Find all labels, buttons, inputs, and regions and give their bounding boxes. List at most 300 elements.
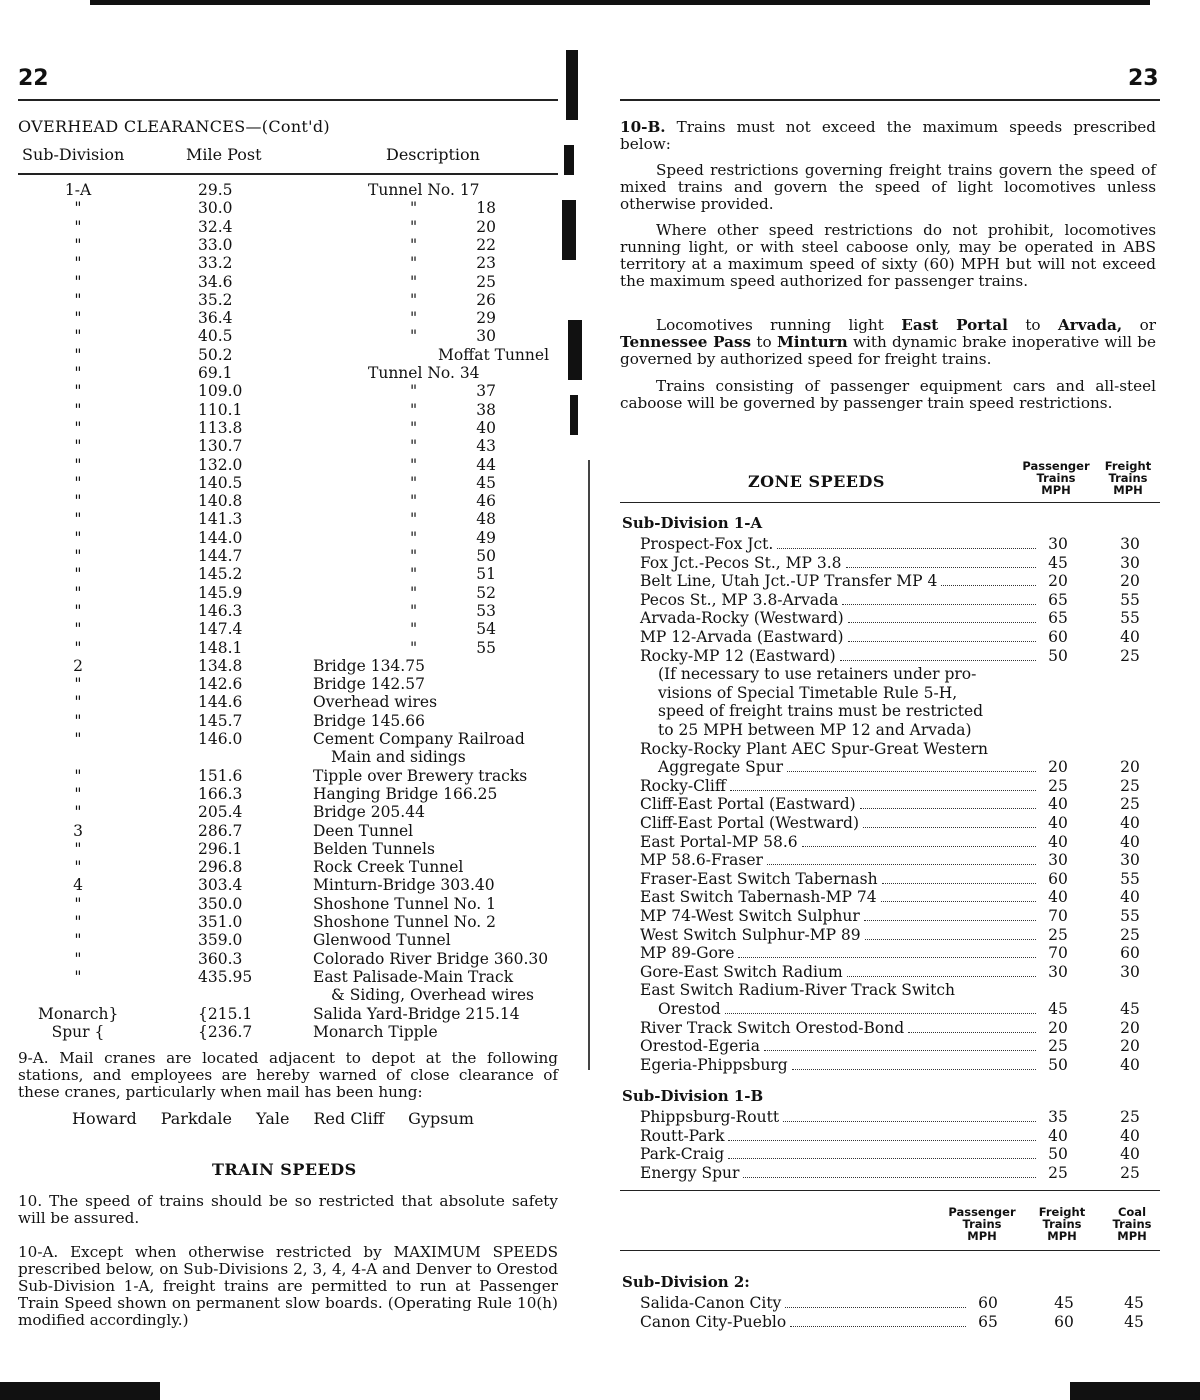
- description-cell: Colorado River Bridge 360.30: [313, 949, 549, 968]
- description-cell: Monarch Tipple: [313, 1022, 438, 1041]
- speed-row: [640, 740, 1160, 758]
- header-rule: [18, 99, 558, 101]
- freight-speed: 25: [1120, 795, 1140, 814]
- sub-division-cell: ": [74, 382, 82, 401]
- description-cell: " 25: [410, 272, 496, 291]
- sub-division-cell: ": [74, 913, 82, 931]
- passenger-speed: 40: [1048, 795, 1068, 814]
- passenger-speed: 60: [978, 1294, 998, 1312]
- freight-speed: 40: [1120, 1055, 1140, 1074]
- description-cell: Minturn-Bridge 303.40: [313, 876, 495, 895]
- sub-division-cell: Monarch}: [38, 1004, 119, 1023]
- passenger-speed: 65: [1048, 609, 1068, 628]
- description-cell: & Siding, Overhead wires: [331, 986, 534, 1005]
- passenger-speed: 70: [1048, 907, 1068, 925]
- table-row: [18, 474, 578, 492]
- sub-division-cell: ": [74, 839, 82, 858]
- description-cell: Tipple over Brewery tracks: [313, 766, 528, 785]
- mile-post-cell: 50.2: [198, 345, 233, 364]
- zone-label: Energy Spur: [640, 1163, 740, 1182]
- zone-label: MP 89-Gore: [640, 944, 735, 963]
- sub-division-1b-label: Sub-Division 1-B: [622, 1087, 764, 1105]
- station-name: Yale: [256, 1109, 290, 1128]
- zone-label: Orestod-Egeria: [640, 1037, 760, 1056]
- freight-speed: 40: [1120, 832, 1140, 851]
- freight-speed: 20: [1120, 1018, 1140, 1037]
- zone-label: Rocky-Rocky Plant AEC Spur-Great Western: [640, 739, 989, 758]
- description-cell: Overhead wires: [313, 693, 438, 712]
- description-cell: " 20: [410, 217, 496, 236]
- paragraph-9a: 9-A. Mail cranes are located adjacent to depot at the following stations, and employees are hereby warned of close clearance of these cranes, particularly when mail has been hung:: [18, 1049, 558, 1101]
- freight-speed: 25: [1120, 646, 1140, 665]
- mile-post-cell: 296.8: [198, 858, 243, 877]
- zone-label: Prospect-Fox Jct.: [640, 535, 774, 553]
- passenger-speed: 60: [1048, 869, 1068, 888]
- station-name: Howard: [72, 1109, 137, 1128]
- sub-division-cell: ": [74, 858, 82, 877]
- page-gutter-line: [588, 460, 590, 1070]
- speed-row: [640, 1145, 1160, 1163]
- sub-division-cell: ": [74, 528, 82, 547]
- freight-speed: 55: [1120, 609, 1140, 628]
- description-cell: Hanging Bridge 166.25: [313, 784, 498, 803]
- section-title: OVERHEAD CLEARANCES—(Cont'd): [18, 117, 330, 136]
- speed-row: [640, 721, 1160, 739]
- freight-speed: 30: [1120, 962, 1140, 981]
- description-cell: " 52: [410, 583, 496, 602]
- sub-division-cell: ": [74, 894, 82, 913]
- speed-row: [640, 963, 1160, 981]
- table-header-rule: [18, 173, 558, 175]
- description-cell: Tunnel No. 17: [368, 181, 480, 199]
- mile-post-cell: 36.4: [198, 309, 233, 328]
- speed-row: [640, 758, 1160, 776]
- table-row: [18, 712, 578, 730]
- description-cell: " 54: [410, 620, 496, 639]
- description-cell: " 43: [410, 437, 496, 456]
- mile-post-cell: 303.4: [198, 876, 243, 895]
- zone-label: (If necessary to use retainers under pro-: [658, 665, 977, 684]
- freight-speed: 40: [1120, 1126, 1140, 1145]
- mile-post-cell: 109.0: [198, 382, 243, 401]
- zone-label: Aggregate Spur: [658, 758, 784, 777]
- mile-post-cell: 145.2: [198, 565, 243, 584]
- zone-label: to 25 MPH between MP 12 and Arvada): [658, 721, 972, 739]
- table-row: [18, 529, 578, 547]
- zone-label: Routt-Park: [640, 1126, 725, 1145]
- table-row: [18, 876, 578, 894]
- description-cell: " 44: [410, 455, 496, 474]
- freight-speed: 55: [1120, 869, 1140, 888]
- dot-leader: [738, 944, 1036, 958]
- description-cell: " 46: [410, 492, 496, 511]
- dot-leader: [787, 758, 1036, 772]
- description-cell: " 37: [410, 382, 496, 401]
- description-cell: " 48: [410, 510, 496, 529]
- table-row: [18, 968, 578, 986]
- freight-speed: 40: [1120, 888, 1140, 907]
- dot-leader: [848, 628, 1036, 642]
- sub-division-cell: Spur {: [51, 1022, 105, 1041]
- mile-post-cell: 145.9: [198, 583, 243, 602]
- text-part: to: [1007, 316, 1058, 334]
- zone-speeds-title: ZONE SPEEDS: [748, 472, 885, 491]
- freight-speed: 60: [1054, 1312, 1074, 1331]
- dot-leader: [860, 795, 1036, 809]
- station-name: Red Cliff: [313, 1109, 385, 1128]
- passenger-speed: 40: [1048, 1126, 1068, 1145]
- table-row: [18, 273, 578, 291]
- zone-label: Cliff-East Portal (Eastward): [640, 795, 856, 814]
- mile-post-cell: 132.0: [198, 455, 243, 474]
- passenger-speed: 25: [1048, 925, 1068, 944]
- table-row: [18, 950, 578, 968]
- dot-leader: [764, 1037, 1036, 1051]
- dot-leader: [790, 1313, 966, 1327]
- sub-division-cell: ": [74, 565, 82, 584]
- zone-label: speed of freight trains must be restricted: [658, 702, 984, 721]
- table-row: [18, 327, 578, 345]
- description-cell: Shoshone Tunnel No. 2: [313, 913, 496, 931]
- table-row: [18, 657, 578, 675]
- speed-row: [640, 1294, 1160, 1312]
- mile-post-cell: 144.0: [198, 528, 243, 547]
- mile-post-cell: 134.8: [198, 656, 243, 675]
- place-minturn: Minturn: [776, 333, 848, 351]
- dot-leader: [847, 963, 1036, 977]
- sub-division-cell: ": [74, 620, 82, 639]
- speed-row: [640, 870, 1160, 888]
- zone-label: Fraser-East Switch Tabernash: [640, 869, 878, 888]
- dot-leader: [842, 591, 1036, 605]
- table-row: [18, 254, 578, 272]
- dot-leader: [882, 870, 1036, 884]
- description-cell: Shoshone Tunnel No. 1: [313, 894, 496, 913]
- mile-post-cell: 286.7: [198, 821, 243, 840]
- dot-leader: [728, 1127, 1036, 1141]
- table-row: [18, 1005, 578, 1023]
- sub-division-cell: ": [74, 601, 82, 620]
- mile-post-cell: 113.8: [198, 418, 243, 437]
- freight-speed: 40: [1120, 1145, 1140, 1164]
- sub-division-cell: ": [74, 931, 82, 950]
- passenger-speed: 50: [1048, 646, 1068, 665]
- mile-post-cell: 359.0: [198, 931, 243, 950]
- mile-post-cell: 140.5: [198, 473, 243, 492]
- table-row: [18, 218, 578, 236]
- zone-label: Orestod: [658, 1000, 721, 1018]
- zone-label: East Switch Tabernash-MP 74: [640, 888, 877, 907]
- freight-speed: 25: [1120, 1163, 1140, 1182]
- sub-division-cell: ": [74, 364, 82, 382]
- table-row: [18, 419, 578, 437]
- table-row: [18, 346, 578, 364]
- dot-leader: [783, 1108, 1036, 1122]
- mile-post-cell: 296.1: [198, 839, 243, 858]
- freight-speed: 20: [1120, 1037, 1140, 1056]
- passenger-speed: 50: [1048, 1145, 1068, 1164]
- table-row: [18, 693, 578, 711]
- mile-post-cell: 351.0: [198, 913, 243, 931]
- mile-post-cell: 147.4: [198, 620, 243, 639]
- mile-post-cell: 145.7: [198, 711, 243, 730]
- table-row: [18, 675, 578, 693]
- zone-label: MP 74-West Switch Sulphur: [640, 907, 860, 925]
- paragraph-10a: 10-A. Except when otherwise restricted by MAXIMUM SPEEDS prescribed below, on Sub-Divisions 2, 3, 4, 4-A and Denver to Orestod Sub-Division 1-A, freight trains are permitted to run at Passenger Train Speed shown on permanent slow boards. (Operating Rule 10(h) modified accordingly.): [18, 1243, 558, 1329]
- passenger-speed: 20: [1048, 758, 1068, 777]
- freight-speed: 25: [1120, 776, 1140, 795]
- table-row: [18, 895, 578, 913]
- table-row: [18, 986, 578, 1004]
- sub-division-cell: ": [74, 803, 82, 822]
- table-row: [18, 785, 578, 803]
- sub-division-cell: ": [74, 345, 82, 364]
- speed-row: [640, 1056, 1160, 1074]
- description-cell: East Palisade-Main Track: [313, 967, 514, 986]
- mile-post-cell: 166.3: [198, 784, 243, 803]
- mile-post-cell: {236.7: [198, 1022, 253, 1041]
- description-cell: Bridge 142.57: [313, 675, 425, 694]
- col-header-sub-division: Sub-Division: [22, 145, 125, 164]
- speed-row: [640, 888, 1160, 906]
- description-cell: " 55: [410, 638, 496, 657]
- description-cell: " 51: [410, 565, 496, 584]
- sub-division-cell: ": [74, 217, 82, 236]
- sub-division-cell: ": [74, 638, 82, 657]
- scan-bottom-border-left: [0, 1382, 160, 1400]
- mile-post-cell: 141.3: [198, 510, 243, 529]
- paragraph-10b-text: Trains must not exceed the maximum speeds prescribed below:: [620, 118, 1157, 153]
- mile-post-cell: 29.5: [198, 181, 233, 199]
- dot-leader: [864, 907, 1036, 921]
- description-cell: Bridge 145.66: [313, 711, 425, 730]
- zone-table-rule-2: [620, 1190, 1160, 1191]
- passenger-speed: 35: [1048, 1108, 1068, 1126]
- mile-post-cell: 32.4: [198, 217, 233, 236]
- speed-row: [640, 628, 1160, 646]
- sub-division-cell: 1-A: [64, 181, 92, 199]
- sub-division-cell: ": [74, 199, 82, 218]
- description-cell: Main and sidings: [331, 748, 466, 767]
- passenger-speed: 25: [1048, 1037, 1068, 1056]
- mile-post-cell: 146.3: [198, 601, 243, 620]
- zone-label: Egeria-Phippsburg: [640, 1055, 788, 1074]
- col-header-freight: Freight Trains MPH: [1104, 459, 1152, 497]
- table-row: [18, 858, 578, 876]
- sub-division-cell: ": [74, 711, 82, 730]
- passenger-speed: 65: [978, 1312, 998, 1331]
- table-row: [18, 748, 578, 766]
- text-part: or: [1122, 316, 1157, 334]
- scan-bottom-border-right: [1070, 1382, 1200, 1400]
- speed-row: [640, 684, 1160, 702]
- col-header-passenger-2: Passenger Trains MPH: [948, 1205, 1016, 1243]
- table-row: [18, 822, 578, 840]
- page-number: 23: [1128, 66, 1159, 91]
- train-speeds-title: TRAIN SPEEDS: [212, 1160, 357, 1179]
- mile-post-cell: 148.1: [198, 638, 243, 657]
- paragraph-10: 10. The speed of trains should be so restricted that absolute safety will be assured.: [18, 1192, 558, 1227]
- col-header-mile-post: Mile Post: [186, 145, 262, 164]
- sub-division-cell: ": [74, 766, 82, 785]
- sub-division-cell: ": [74, 400, 82, 419]
- table-row: [18, 309, 578, 327]
- zone-table-rule-3: [620, 1250, 1160, 1251]
- mile-post-cell: 30.0: [198, 199, 233, 218]
- sub-division-cell: ": [74, 949, 82, 968]
- speed-row: [640, 1019, 1160, 1037]
- description-cell: Moffat Tunnel: [438, 345, 550, 364]
- passenger-speed: 70: [1048, 944, 1068, 963]
- passenger-speed: 45: [1048, 553, 1068, 572]
- dot-leader: [777, 535, 1036, 549]
- table-row: [18, 913, 578, 931]
- sub-division-cell: ": [74, 290, 82, 309]
- paragraph-10b-label: 10-B.: [620, 118, 666, 136]
- freight-speed: 30: [1120, 851, 1140, 870]
- mail-crane-stations: [72, 1109, 474, 1128]
- description-cell: Tunnel No. 34: [368, 364, 480, 382]
- dot-leader: [767, 851, 1036, 865]
- table-row: [18, 492, 578, 510]
- description-cell: " 18: [410, 199, 496, 218]
- passenger-speed: 30: [1048, 535, 1068, 553]
- description-cell: " 40: [410, 418, 496, 437]
- table-row: [18, 620, 578, 638]
- dot-leader: [785, 1294, 966, 1308]
- zone-label: Park-Craig: [640, 1145, 725, 1164]
- table-row: [18, 456, 578, 474]
- table-row: [18, 510, 578, 528]
- passenger-speed: 40: [1048, 814, 1068, 832]
- mile-post-cell: 40.5: [198, 327, 233, 346]
- table-row: [18, 547, 578, 565]
- freight-speed: 55: [1120, 907, 1140, 925]
- description-cell: " 22: [410, 235, 496, 254]
- place-arvada: Arvada,: [1057, 316, 1123, 334]
- table-row: [18, 803, 578, 821]
- description-cell: " 45: [410, 473, 496, 492]
- mile-post-cell: 435.95: [198, 967, 253, 986]
- speed-row: [640, 777, 1160, 795]
- table-row: [18, 199, 578, 217]
- speed-row: [640, 665, 1160, 683]
- passenger-speed: 40: [1048, 888, 1068, 907]
- zone-label: MP 58.6-Fraser: [640, 851, 763, 870]
- freight-speed: 60: [1120, 944, 1140, 963]
- page-number: 22: [18, 66, 49, 91]
- mile-post-cell: 360.3: [198, 949, 243, 968]
- table-row: [18, 382, 578, 400]
- description-cell: Rock Creek Tunnel: [313, 858, 464, 877]
- paragraph-10b: [620, 119, 1156, 153]
- passenger-speed: 20: [1048, 572, 1068, 591]
- place-east-portal: East Portal: [901, 316, 1008, 334]
- dot-leader: [725, 1000, 1036, 1014]
- speed-row: [640, 1037, 1160, 1055]
- dot-leader: [728, 1145, 1036, 1159]
- dot-leader: [865, 926, 1036, 940]
- coal-speed: 45: [1124, 1294, 1144, 1312]
- dot-leader: [792, 1056, 1036, 1070]
- table-row: [18, 401, 578, 419]
- freight-speed: 25: [1120, 1108, 1140, 1126]
- mile-post-cell: 34.6: [198, 272, 233, 291]
- sub-division-cell: ": [74, 510, 82, 529]
- passenger-speed: 65: [1048, 590, 1068, 609]
- sub-division-cell: ": [74, 235, 82, 254]
- sub-division-cell: ": [74, 254, 82, 273]
- passenger-speed: 25: [1048, 776, 1068, 795]
- description-cell: Glenwood Tunnel: [313, 931, 451, 950]
- sub-division-1a-label: Sub-Division 1-A: [622, 514, 763, 532]
- dot-leader: [848, 609, 1036, 623]
- speed-row: [640, 1108, 1160, 1126]
- sub-division-cell: ": [74, 492, 82, 511]
- description-cell: " 50: [410, 547, 496, 565]
- description-cell: Bridge 205.44: [313, 803, 425, 822]
- passenger-speed: 20: [1048, 1018, 1068, 1037]
- coal-speed: 45: [1124, 1312, 1144, 1331]
- zone-label: Fox Jct.-Pecos St., MP 3.8: [640, 553, 842, 572]
- zone-label: Gore-East Switch Radium: [640, 962, 843, 981]
- sub-division-cell: ": [74, 327, 82, 346]
- mile-post-cell: 350.0: [198, 894, 243, 913]
- zone-label: East Portal-MP 58.6: [640, 832, 798, 851]
- scan-top-border: [90, 0, 1150, 5]
- freight-speed: 55: [1120, 590, 1140, 609]
- table-row: [18, 730, 578, 748]
- station-name: Parkdale: [160, 1109, 233, 1128]
- freight-speed: 45: [1054, 1294, 1074, 1312]
- dot-leader: [846, 554, 1036, 568]
- description-cell: " 26: [410, 290, 496, 309]
- paragraph-light-locomotives: Where other speed restrictions do not prohibit, locomotives running light, or with steel caboose only, may be operated in ABS territory at a maximum speed of sixty (60) MPH but will not exceed the maximum speed authorized for passenger trains.: [620, 221, 1156, 290]
- description-cell: Belden Tunnels: [313, 839, 435, 858]
- passenger-speed: 50: [1048, 1055, 1068, 1074]
- passenger-speed: 25: [1048, 1163, 1068, 1182]
- zone-label: Arvada-Rocky (Westward): [640, 609, 844, 628]
- table-row: [18, 364, 578, 382]
- zone-label: MP 12-Arvada (Eastward): [640, 628, 844, 646]
- speed-row: [640, 591, 1160, 609]
- description-cell: Salida Yard-Bridge 215.14: [313, 1004, 520, 1023]
- zone-label: Cliff-East Portal (Westward): [640, 814, 859, 832]
- sub-division-cell: ": [74, 455, 82, 474]
- table-row: [18, 767, 578, 785]
- speed-row: [640, 609, 1160, 627]
- sub-division-cell: 4: [73, 876, 83, 895]
- zone-label: East Switch Radium-River Track Switch: [640, 981, 956, 1000]
- speed-row: [640, 1313, 1160, 1331]
- speed-row: [640, 795, 1160, 813]
- table-row: [18, 181, 578, 199]
- speed-row: [640, 1000, 1160, 1018]
- dot-leader: [840, 647, 1036, 661]
- table-row: [18, 565, 578, 583]
- place-tennessee-pass: Tennessee Pass: [620, 333, 752, 351]
- paragraph-dynamic-brake: [620, 317, 1156, 368]
- col-header-coal-2: Coal Trains MPH: [1112, 1205, 1152, 1243]
- speed-row: [640, 702, 1160, 720]
- speed-row: [640, 1164, 1160, 1182]
- freight-speed: 40: [1120, 814, 1140, 832]
- description-cell: " 38: [410, 400, 496, 419]
- table-row: [18, 236, 578, 254]
- table-row: [18, 840, 578, 858]
- zone-table-rule: [620, 502, 1160, 503]
- passenger-speed: 30: [1048, 962, 1068, 981]
